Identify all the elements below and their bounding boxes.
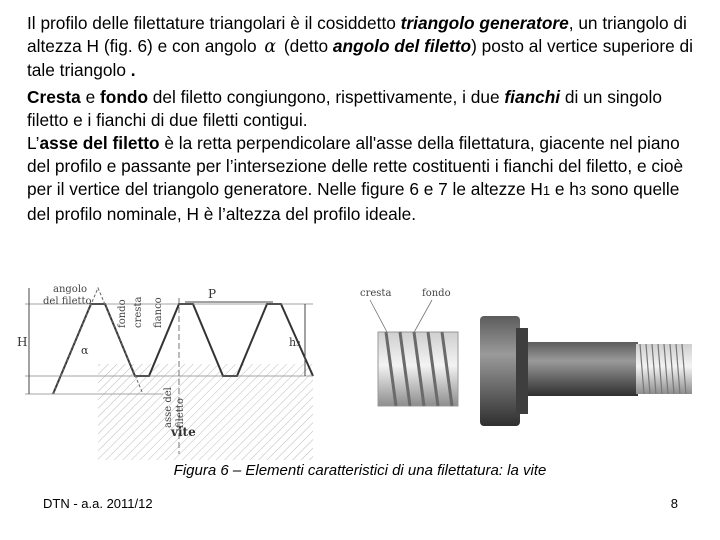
label-del-filetto: del filetto [43,296,92,307]
leader-fondo [412,300,432,336]
text-run: . [125,60,136,81]
label-fondo-vertical: fondo [117,299,128,328]
text-run: sono quelle del profilo nominale, H è l’altezza del profilo ideale. [27,179,680,224]
term-triangolo-generatore: triangolo generatore [400,13,569,33]
footer-course: DTN - a.a. 2011/12 [43,496,153,511]
bolt-shank [528,342,638,396]
text-run: Il profilo delle filettature triangolari è il cosiddetto [27,13,401,33]
bolt-collar [516,328,528,414]
label-asse-del: asse del [163,387,174,428]
page-number: 8 [670,496,678,511]
text-run: , un triangolo di altezza H (fig. 6) e con angolo [27,13,687,57]
label-cresta: cresta [360,288,392,299]
text-run: e [80,87,101,107]
screw-illustration [330,270,705,446]
term-fianchi: fianchi [504,87,561,107]
label-h3: h₃ [289,336,301,349]
subscript-3: 3 [578,183,587,199]
text-run: è la retta perpendicolare all'asse della filettatura, giacente nel piano del profilo e passante per l’intersezione delle rette costituenti i fianchi del filetto, e cioè per il vertice del triangolo generatore. Nelle figure 6 e 7 le altezze H [27,133,684,200]
paragraph-asse-del-filetto [27,132,695,226]
text-run: L’ [27,133,40,153]
label-alpha: α [81,344,89,357]
leader-cresta [370,300,388,334]
text-run: (detto [279,36,333,57]
label-H: H [17,335,28,349]
text-run: di un singolo filetto e i fianchi di due filetti contigui. [27,87,662,131]
label-angolo: angolo [53,284,88,295]
term-fondo: fondo [100,87,148,107]
label-fondo: fondo [422,288,451,299]
label-fianco-vertical: fianco [153,297,164,328]
bolt-head [480,316,520,426]
label-cresta-vertical: cresta [133,296,144,328]
subscript-1: 1 [542,183,551,199]
text-run: ) posto al vertice superiore di tale triangolo [27,36,693,81]
text-run: e h [550,179,579,200]
paragraph-triangolo-generatore [27,12,695,83]
text-run: del filetto congiungono, rispettivamente, i due [148,87,505,107]
hatched-material [98,364,313,460]
figure-caption: Figura 6 – Elementi caratteristici di una filettatura: la vite [173,462,547,479]
term-cresta: Cresta [27,87,81,107]
term-angolo-del-filetto: angolo del filetto [332,36,472,57]
term-asse-del-filetto: asse del filetto [39,133,160,153]
alpha-symbol: α [264,37,277,58]
paragraph-cresta-fondo [27,86,695,132]
thread-profile-diagram [13,264,315,460]
label-filetto-vertical: filetto [175,398,186,428]
label-vite: vite [171,425,196,439]
label-P: P [208,287,217,301]
